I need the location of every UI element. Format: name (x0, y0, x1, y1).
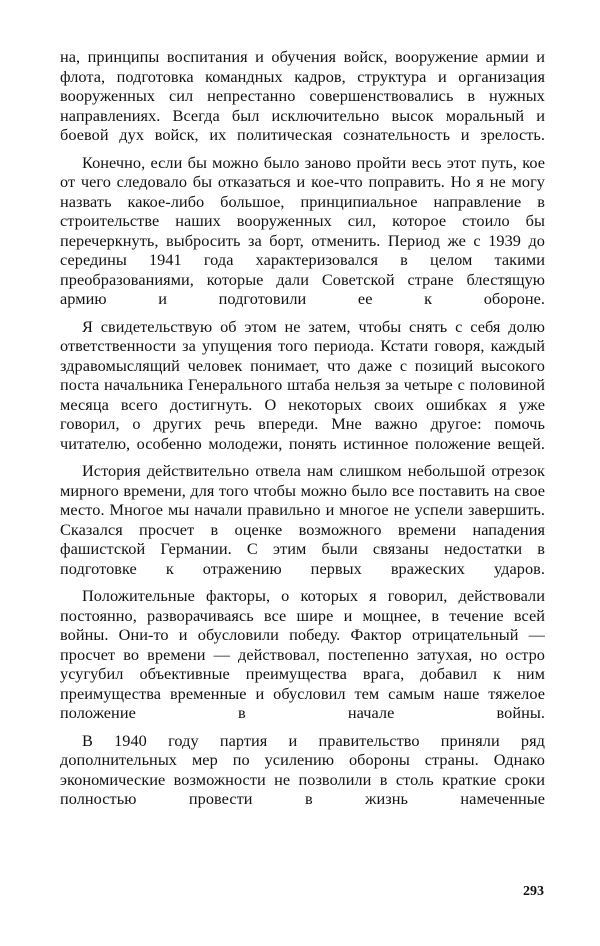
paragraph-1: на, принципы воспитания и обучения войск, вооружение армии и флота, подготовка командных кадров, структура и организация вооруженных сил непрестанно совершенствовались в нужных направлениях. Всегда был исключительно высок моральный и боевой дух войск, их политическая сознательность и зрелость. (60, 47, 545, 144)
page-number: 293 (523, 884, 544, 899)
paragraph-3: Я свидетельствую об этом не затем, чтобы снять с себя долю ответственности за упущения того периода. Кстати говоря, каждый здравомыслящий человек понимает, что даже с позиций высокого поста начальника Генерального штаба нельзя за четыре с половиной месяца всего достигнуть. О некоторых своих ошибках я уже говорил, о других речь впереди. Мне важно другое: помочь читателю, особенно молодежи, понять истинное положение вещей. (60, 316, 545, 453)
paragraph-4: История действительно отвела нам слишком небольшой отрезок мирного времени, для того чтобы можно было все поставить на свое место. Многое мы начали правильно и многое не успели завершить. Сказался просчет в оценке возможного времени нападения фашистской Германии. С этим были связаны недостатки в подготовке к отражению первых вражеских ударов. (60, 461, 545, 578)
paragraph-5: Положительные факторы, о которых я говорил, действовали постоянно, разворачиваясь все шире и мощнее, в течение всей войны. Они-то и обусловили победу. Фактор отрицательный — просчет во времени — действовал, постепенно затухая, но остро усугубил объективные преимущества врага, добавил к ним преимущества временные и обусловил тем самым наше тяжелое положение в начале войны. (60, 586, 545, 722)
body-text (60, 47, 545, 809)
paragraph-6: В 1940 году партия и правительство приняли ряд дополнительных мер по усилению обороны страны. Однако экономические возможности не позволили в столь краткие сроки полностью провести в жизнь намеченные (60, 730, 545, 808)
paragraph-2: Конечно, если бы можно было заново пройти весь этот путь, кое от чего следовало бы отказаться и кое-что поправить. Но я не могу назвать какое-либо большое, принципиальное направление в строительстве наших вооруженных сил, которое стоило бы перечеркнуть, выбросить за борт, отменить. Период же с 1939 до середины 1941 года характеризовался в целом такими преобразованиями, которые дали Советской стране блестящую армию и подготовили ее к обороне. (60, 152, 545, 308)
